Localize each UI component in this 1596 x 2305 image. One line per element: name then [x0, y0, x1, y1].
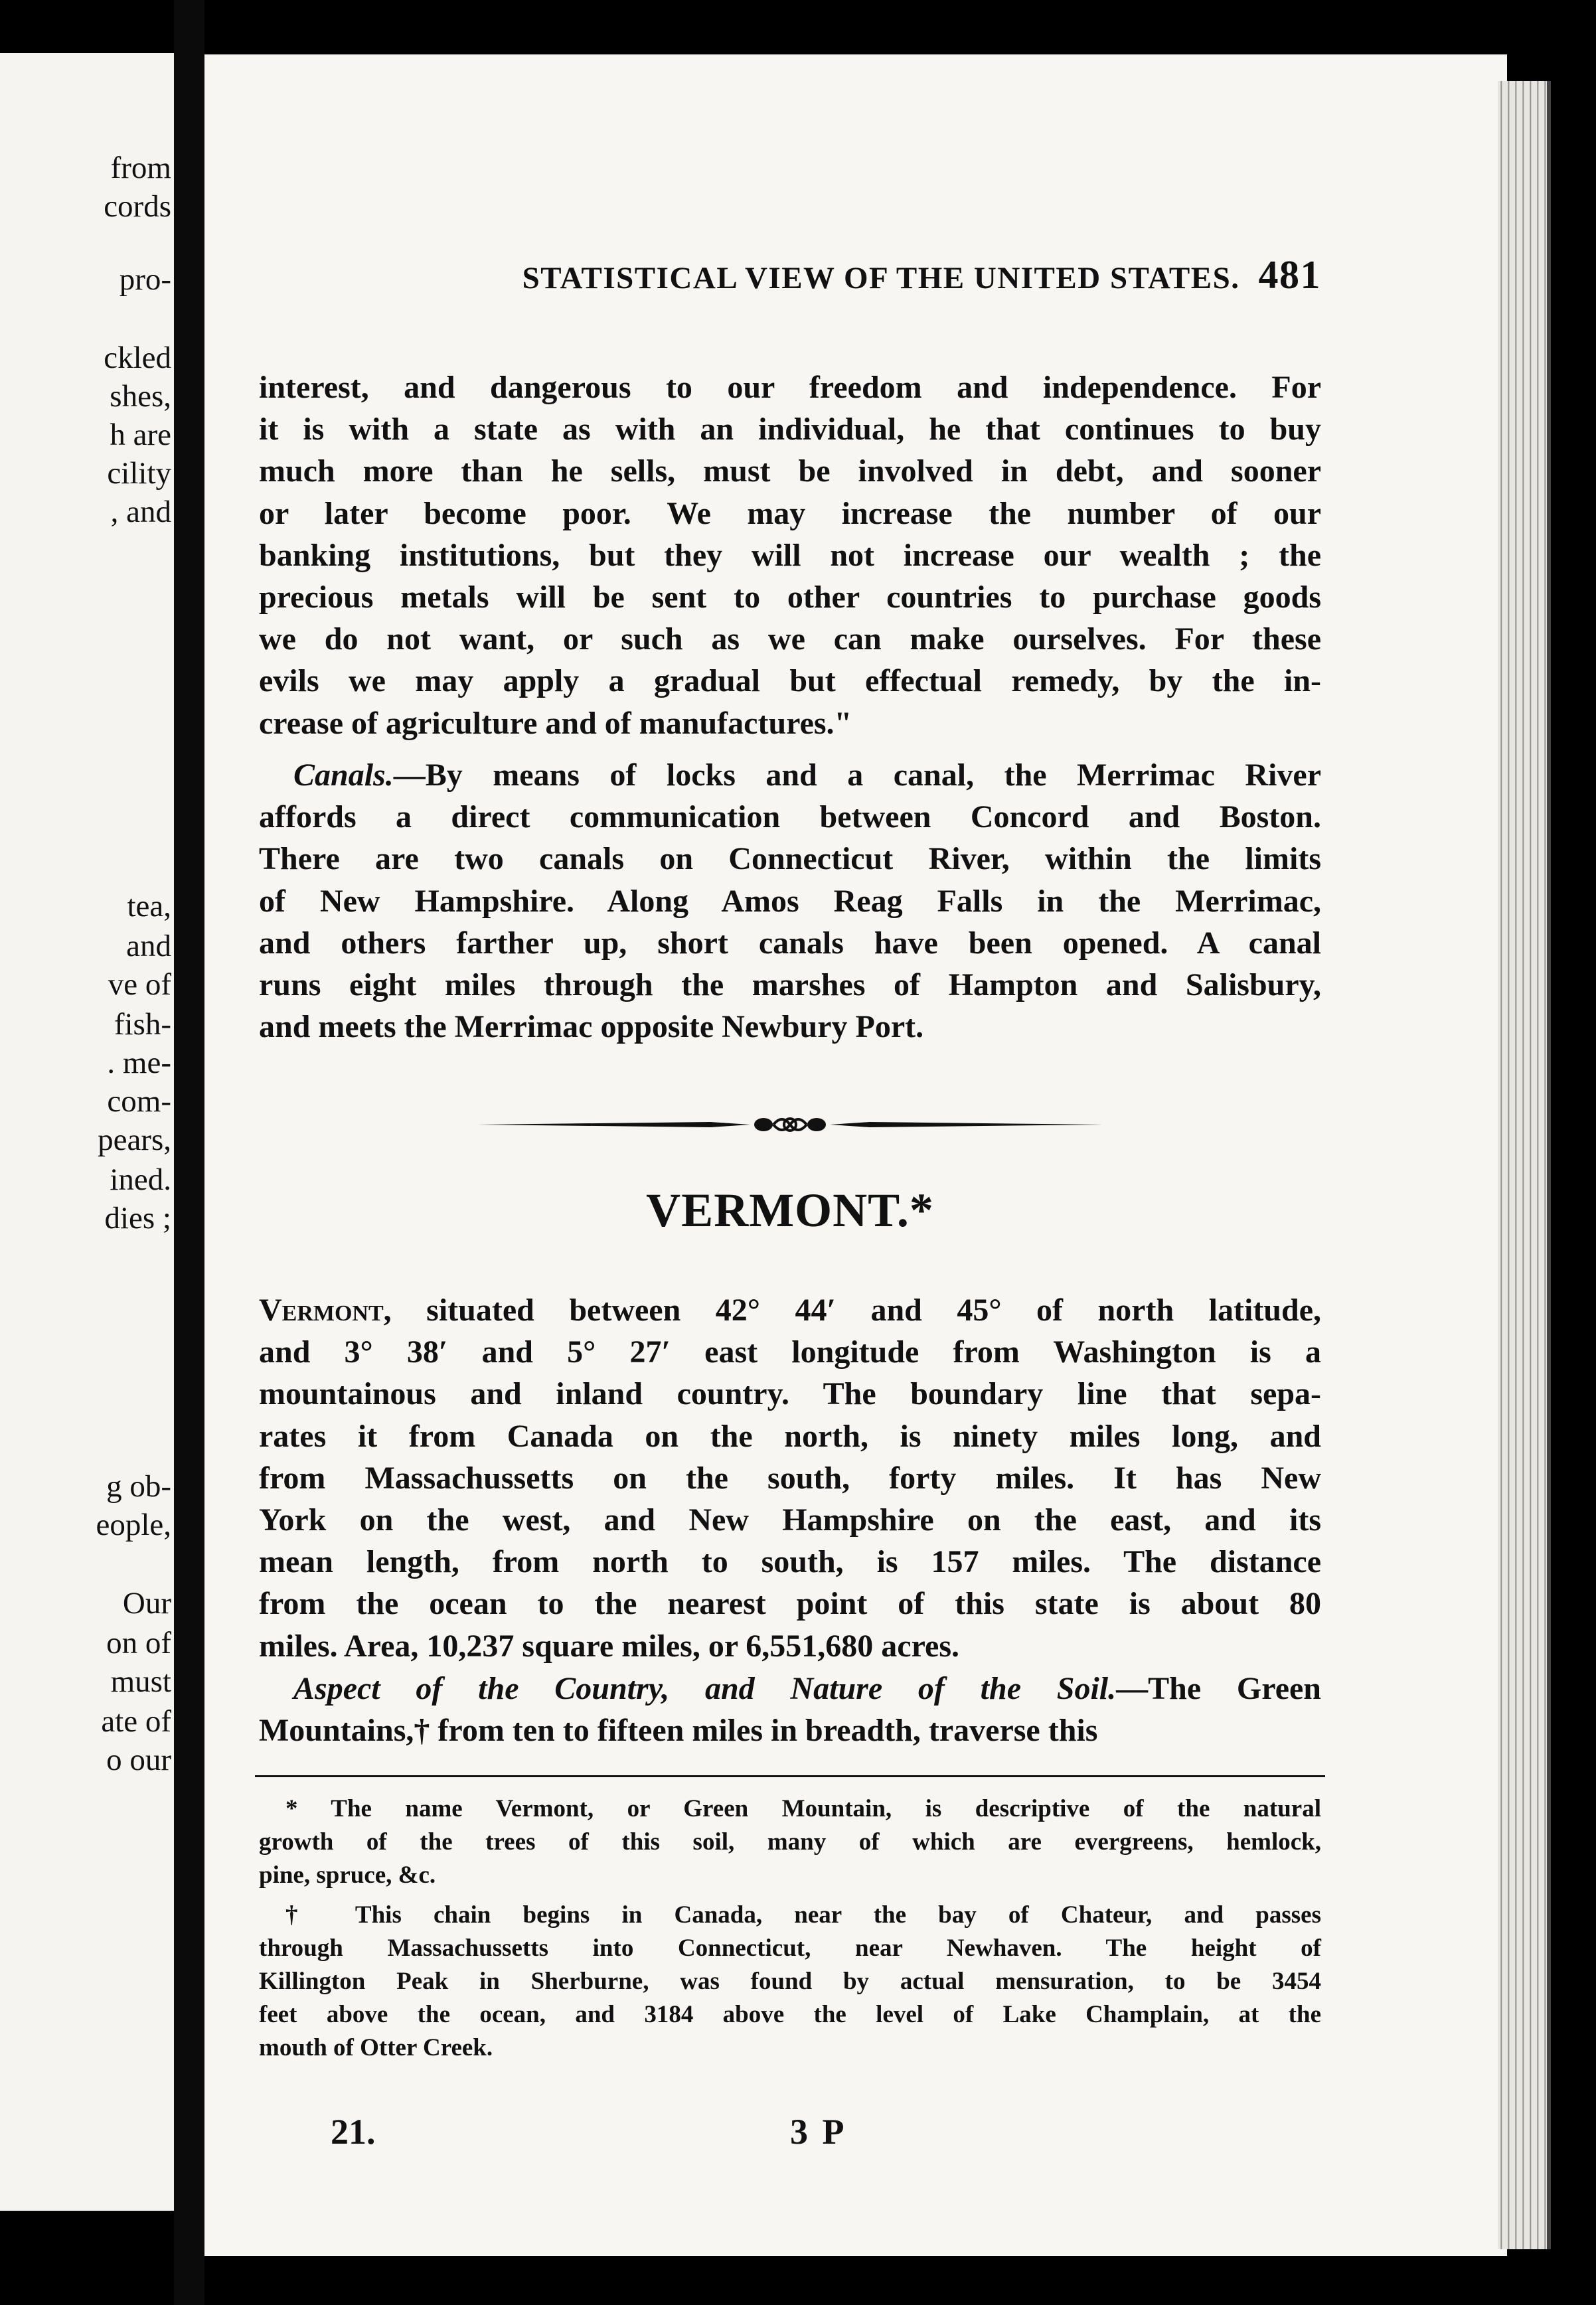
left-page-fragment: tea, [127, 889, 171, 923]
left-page-fragment: , and [110, 495, 171, 529]
text-line: through Massachussetts into Connecticut, near Newhaven. The height of [259, 1935, 1321, 1962]
text-line: and meets the Merrimac opposite Newbury Port. [259, 1009, 924, 1045]
text-line: much more than he sells, must be involved in debt, and sooner [259, 453, 1321, 489]
text-line: Mountains,† from ten to fifteen miles in breadth, traverse this [259, 1713, 1098, 1749]
left-page-fragment: ckled [104, 341, 171, 375]
page-edges [1498, 81, 1547, 2249]
page-edge-outer [1547, 81, 1551, 2249]
text-line: † This chain begins in Canada, near the bay of Chateur, and passes [285, 1901, 1321, 1929]
text-line-rest: situated between 42° 44′ and 45° of north latitude, [391, 1293, 1321, 1328]
left-page-fragment: and [126, 929, 171, 963]
text-line: from the ocean to the nearest point of this state is about 80 [259, 1586, 1321, 1622]
left-page-fragment: eople, [96, 1508, 171, 1542]
left-page-fragment: dies ; [104, 1201, 171, 1235]
paragraph-canals [259, 754, 1321, 1048]
text-line: precious metals will be sent to other countries to purchase goods [259, 580, 1321, 615]
ornament-divider-icon [259, 1105, 1321, 1145]
text-line [259, 1289, 1321, 1331]
text-line: and 3° 38′ and 5° 27′ east longitude from Washington is a [259, 1334, 1321, 1370]
text-line: mouth of Otter Creek. [259, 2034, 493, 2061]
text-line: affords a direct communication between Concord and Boston. [259, 799, 1321, 835]
book-page [204, 54, 1507, 2256]
left-page-fragment: fish- [114, 1007, 171, 1042]
paragraph-quote-ending [259, 366, 1321, 744]
paragraph-lead: Aspect of the Country, and Nature of the Soil. [293, 1671, 1117, 1706]
text-line: York on the west, and New Hampshire on the east, and its [259, 1502, 1321, 1538]
text-line: runs eight miles through the marshes of Hampton and Salisbury, [259, 967, 1321, 1003]
left-page-fragment: o our [106, 1743, 171, 1777]
left-page-fragment: pears, [98, 1123, 171, 1157]
text-line: of New Hampshire. Along Amos Reag Falls in the Merrimac, [259, 883, 1321, 919]
text-line: banking institutions, but they will not increase our wealth ; the [259, 537, 1321, 573]
left-page-fragment: h are [110, 418, 171, 452]
paragraph-lead: Vermont, [259, 1293, 392, 1328]
left-page-fragment: from [110, 151, 171, 185]
left-page-fragment: on of [106, 1626, 171, 1660]
book-gutter [174, 0, 204, 2305]
text-line: and others farther up, short canals have been opened. A canal [259, 925, 1321, 961]
paragraph-lead: Canals. [293, 757, 394, 793]
left-page-fragment: cility [107, 456, 171, 491]
signature-volume: 21. [331, 2112, 376, 2152]
text-line: growth of the trees of this soil, many of which are evergreens, hemlock, [259, 1828, 1321, 1856]
text-line: pine, spruce, &c. [259, 1862, 436, 1889]
footnotes [259, 1792, 1321, 2065]
left-page-fragment: cords [104, 189, 171, 224]
footnote-2 [259, 1899, 1321, 2065]
running-head [259, 252, 1321, 298]
left-facing-page [0, 53, 174, 2211]
text-line: Killington Peak in Sherburne, was found by actual mensuration, to be 3454 [259, 1968, 1321, 1995]
left-page-fragment: ate of [101, 1704, 171, 1739]
text-line: rates it from Canada on the north, is ninety miles long, and [259, 1418, 1321, 1454]
text-line: mean length, from north to south, is 157 miles. The distance [259, 1544, 1321, 1580]
left-page-fragment: ined. [110, 1162, 171, 1197]
left-page-fragment: Our [122, 1586, 171, 1621]
section-ornament [259, 1105, 1321, 1145]
text-line: evils we may apply a gradual but effectual remedy, by the in- [259, 663, 1321, 699]
text-line [259, 754, 1321, 796]
text-line-rest: —By means of locks and a canal, the Merrimac River [393, 757, 1321, 793]
left-page-fragment: com- [107, 1084, 171, 1119]
text-line-rest: —The Green [1116, 1671, 1322, 1706]
running-head-title: STATISTICAL VIEW OF THE UNITED STATES. [522, 261, 1240, 295]
text-line: it is with a state as with an individual, he that continues to buy [259, 412, 1321, 447]
text-line: feet above the ocean, and 3184 above the level of Lake Champlain, at the [259, 2001, 1321, 2028]
footnote-1 [259, 1792, 1321, 1892]
footnote-rule [255, 1775, 1325, 1777]
text-line: interest, and dangerous to our freedom and independence. For [259, 370, 1321, 405]
page-number: 481 [1258, 253, 1321, 297]
text-line: or later become poor. We may increase the number of our [259, 495, 1321, 531]
left-page-fragment: shes, [110, 379, 171, 414]
page-content [259, 54, 1321, 2256]
text-line: mountainous and inland country. The boundary line that sepa- [259, 1376, 1321, 1412]
text-line [259, 1668, 1321, 1709]
left-page-fragment: must [110, 1664, 171, 1699]
text-line: * The name Vermont, or Green Mountain, is descriptive of the natural [285, 1795, 1321, 1822]
section-heading: VERMONT.* [646, 1184, 934, 1237]
text-line: miles. Area, 10,237 square miles, or 6,551,680 acres. [259, 1628, 960, 1664]
paragraph-aspect [259, 1668, 1321, 1751]
text-line: crease of agriculture and of manufactures." [259, 705, 852, 741]
paragraph-vermont-intro [259, 1289, 1321, 1667]
left-page-fragment: pro- [119, 262, 171, 297]
left-page-fragment: g ob- [106, 1469, 171, 1504]
left-page-fragment: . me- [107, 1046, 171, 1080]
text-line: There are two canals on Connecticut River, within the limits [259, 841, 1321, 877]
text-line: from Massachussetts on the south, forty miles. It has New [259, 1460, 1321, 1496]
left-page-fragment: ve of [108, 967, 171, 1002]
text-line: we do not want, or such as we can make ourselves. For these [259, 621, 1321, 657]
signature-mark: 3 P [790, 2112, 847, 2152]
